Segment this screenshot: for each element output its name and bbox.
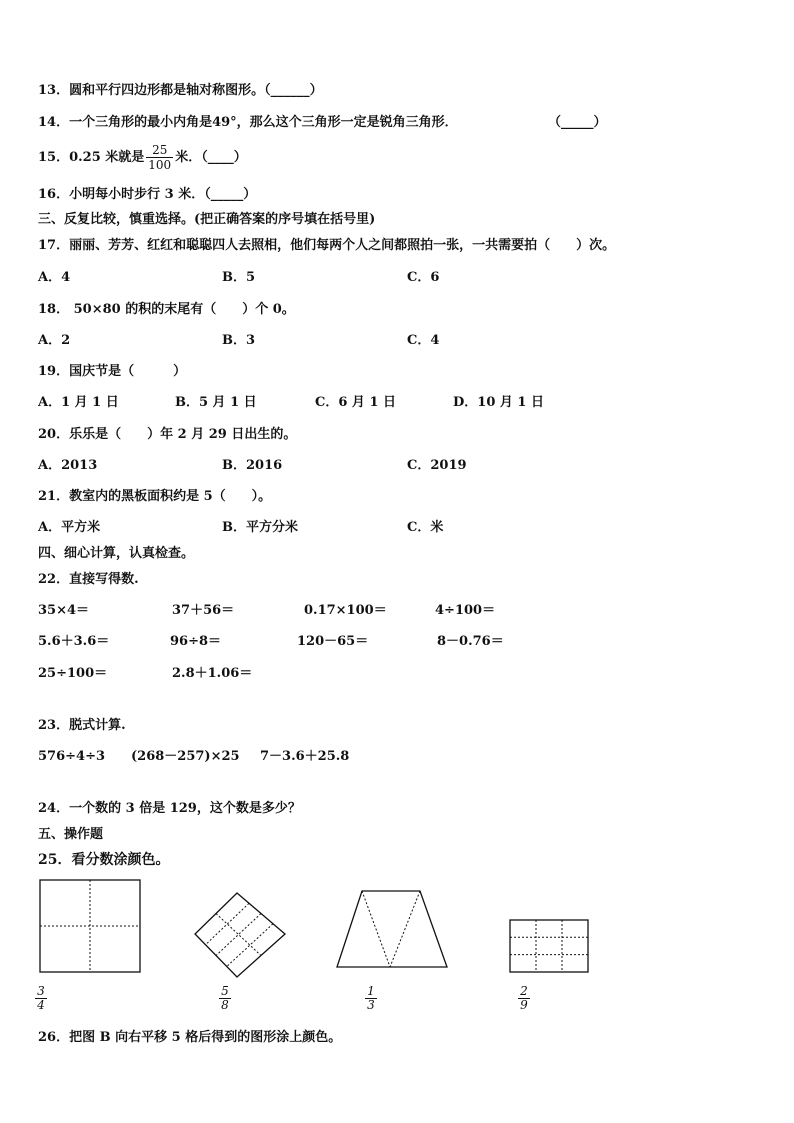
calc-item: 4÷100＝ (435, 603, 496, 618)
calc-item: 2.8＋1.06＝ (172, 666, 253, 681)
q19-option-d: D．10 月 1 日 (453, 395, 544, 410)
q18-option-c: C．4 (407, 333, 440, 348)
figure-4-fraction: $\frac{2}{9}$ (518, 985, 530, 1012)
calc-item: 35×4＝ (38, 603, 90, 618)
question-17: 17．丽丽、芳芳、红红和聪聪四人去照相，他们每两个人之间都照拍一张，一共需要拍（ ）次。 (38, 238, 616, 253)
calc-item: 37＋56＝ (172, 603, 235, 618)
figure-square-quarters (38, 878, 142, 974)
figure-trapezoid-thirds (334, 888, 450, 970)
question-21: 21．教室内的黑板面积约是 5（ ）。 (38, 489, 272, 504)
q21-option-b: B．平方分米 (222, 520, 298, 535)
question-19: 19．国庆节是（ ） (38, 364, 187, 379)
fraction-25-100: $\frac{25}{100}$ (148, 143, 172, 172)
calc-item: 5.6＋3.6＝ (38, 634, 110, 649)
expression-item: 576÷4÷3 (38, 749, 106, 764)
question-20: 20．乐乐是（ ）年 2 月 29 日出生的。 (38, 427, 297, 442)
q19-option-a: A．1 月 1 日 (38, 395, 119, 410)
question-24: 24．一个数的 3 倍是 129，这个数是多少？ (38, 801, 301, 816)
q18-option-b: B．3 (222, 333, 256, 348)
q17-option-a: A．4 (38, 270, 71, 285)
q21-option-a: A．平方米 (38, 520, 101, 535)
q20-option-a: A．2013 (38, 458, 98, 473)
q20-option-c: C．2019 (407, 458, 467, 473)
q21-option-c: C．米 (407, 520, 444, 535)
q17-option-c: C．6 (407, 270, 440, 285)
section-3-heading: 三、反复比较，慎重选择。(把正确答案的序号填在括号里) (38, 212, 376, 227)
question-26: 26．把图 B 向右平移 5 格后得到的图形涂上颜色。 (38, 1030, 342, 1045)
section-4-heading: 四、细心计算，认真检查。 (38, 546, 195, 561)
question-18: 18． 50×80 的积的末尾有（ ）个 0。 (38, 302, 295, 317)
calc-item: 0.17×100＝ (304, 603, 387, 618)
figure-3-fraction: $\frac{1}{3}$ (365, 985, 377, 1012)
question-16: 16．小明每小时步行 3 米．（_____） (38, 187, 257, 202)
calc-item: 8－0.76＝ (437, 634, 504, 649)
expression-item: (268－257)×25 (131, 749, 240, 764)
question-15: 15．0.25 米就是 $\frac{25}{100}$ 米．（____） (38, 143, 247, 172)
q19-option-b: B．5 月 1 日 (175, 395, 257, 410)
question-22: 22．直接写得数. (38, 572, 139, 587)
expression-item: 7－3.6＋25.8 (260, 749, 350, 764)
q18-option-a: A．2 (38, 333, 71, 348)
section-5-heading: 五、操作题 (38, 827, 104, 842)
q20-option-b: B．2016 (222, 458, 283, 473)
calc-item: 120－65＝ (297, 634, 369, 649)
figure-rectangle-ninths (508, 918, 590, 974)
calc-item: 96÷8＝ (170, 634, 222, 649)
question-25: 25．看分数涂颜色。 (38, 852, 170, 868)
q19-option-c: C．6 月 1 日 (315, 395, 397, 410)
figure-diamond-eighths (192, 890, 288, 980)
question-13: 13．圆和平行四边形都是轴对称图形。（______） (38, 83, 323, 98)
question-14-blank: （_____） (548, 115, 607, 130)
figure-2-fraction: $\frac{5}{8}$ (219, 985, 231, 1012)
question-14: 14．一个三角形的最小内角是49°，那么这个三角形一定是锐角三角形． (38, 115, 458, 130)
q17-option-b: B．5 (222, 270, 256, 285)
figure-1-fraction: $\frac{3}{4}$ (35, 985, 47, 1012)
question-23: 23．脱式计算. (38, 718, 126, 733)
calc-item: 25÷100＝ (38, 666, 108, 681)
